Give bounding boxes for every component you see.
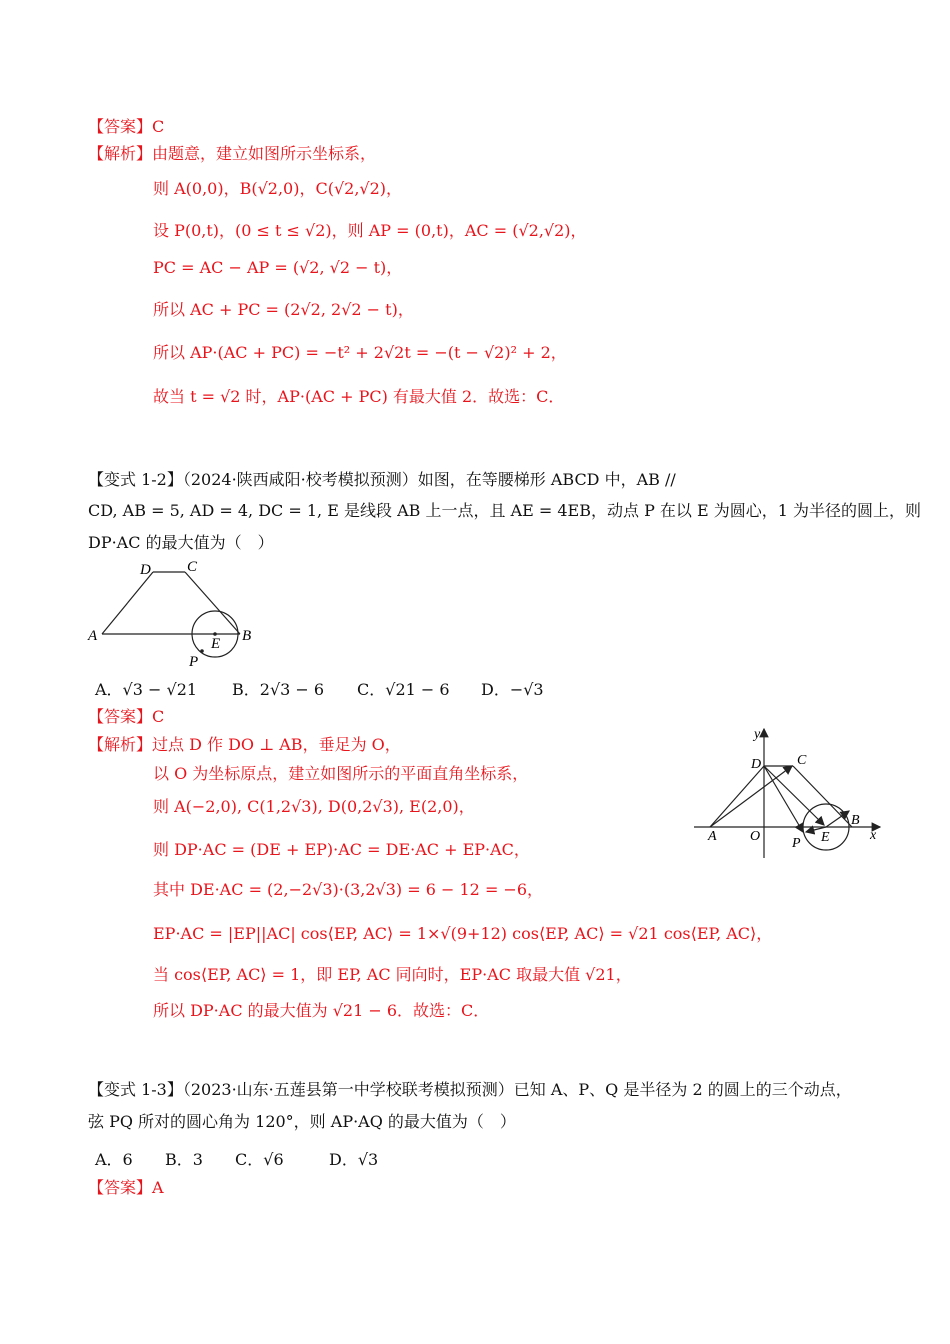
point-label: O	[750, 829, 761, 844]
answer-label-1: 【答案】C	[88, 117, 165, 136]
solution-line: 以 O 为坐标原点，建立如图所示的平面直角坐标系，	[153, 764, 529, 783]
question-text: CD, AB = 5, AD = 4, DC = 1, E 是线段 AB 上一点，且 AE = 4EB，动点 P 在以 E 为圆心，1 为半径的圆上，则	[88, 501, 922, 520]
answer-label-3: 【答案】A	[88, 1178, 164, 1197]
solution-line: 则 A(−2,0), C(1,2√3), D(0,2√3), E(2,0)，	[153, 797, 475, 816]
solution-line: 所以 AP·(AC + PC) = −t² + 2√2t = −(t − √2)² + 2，	[153, 343, 567, 362]
solution-line: 所以 AC + PC = (2√2, 2√2 − t)，	[153, 300, 414, 319]
vertex-label: P	[189, 654, 199, 670]
option-a[interactable]: A．√3 − √21	[95, 680, 198, 699]
solution-line: 则 A(0,0)，B(√2,0)，C(√2,√2)，	[153, 179, 403, 198]
solution-line: 则 DP·AC = (DE + EP)·AC = DE·AC + EP·AC，	[153, 840, 530, 859]
coordinate-figure	[690, 724, 890, 864]
question-title-1-2: 【变式 1-2】（2024·陕西咸阳·校考模拟预测）如图，在等腰梯形 ABCD 中，AB //	[88, 470, 676, 489]
solution-line: 设 P(0,t)，(0 ≤ t ≤ √2)，则 AP = (0,t)，AC = (√2,√2)，	[153, 221, 587, 240]
solution-line: EP·AC = |EP||AC| cos⟨EP, AC⟩ = 1×√(9+12) cos⟨EP, AC⟩ = √21 cos⟨EP, AC⟩，	[153, 924, 773, 943]
vertex-label: A	[88, 628, 98, 644]
analysis-heading-1: 【解析】由题意，建立如图所示坐标系，	[88, 144, 377, 163]
point-label: B	[851, 813, 860, 828]
axis-label: y	[754, 727, 761, 742]
option-b[interactable]: B．3	[165, 1150, 203, 1169]
point-label: A	[708, 829, 717, 844]
vertex-label: C	[187, 559, 198, 575]
answer-label-2: 【答案】C	[88, 707, 165, 726]
question-text: 弦 PQ 所对的圆心角为 120°，则 AP·AQ 的最大值为（ ）	[88, 1112, 516, 1131]
point-label: C	[797, 753, 807, 768]
option-b[interactable]: B．2√3 − 6	[232, 680, 325, 699]
point-label: P	[792, 836, 801, 851]
vertex-label: B	[242, 628, 252, 644]
point-label: D	[751, 757, 762, 772]
analysis-heading-2: 【解析】过点 D 作 DO ⊥ AB，垂足为 O，	[88, 735, 401, 754]
solution-line: 其中 DE·AC = (2,−2√3)·(3,2√3) = 6 − 12 = −6，	[153, 880, 544, 899]
option-c[interactable]: C．√21 − 6	[357, 680, 450, 699]
option-a[interactable]: A．6	[95, 1150, 133, 1169]
vertex-label: D	[140, 562, 151, 578]
solution-line: 当 cos⟨EP, AC⟩ = 1，即 EP, AC 同向时，EP·AC 取最大值 √21，	[153, 965, 632, 984]
trapezoid-figure	[85, 556, 265, 671]
question-text: DP·AC 的最大值为（ ）	[88, 533, 274, 552]
solution-line: 所以 DP·AC 的最大值为 √21 − 6．故选：C．	[153, 1001, 490, 1020]
axis-label: x	[870, 828, 877, 843]
option-d[interactable]: D．√3	[329, 1150, 379, 1169]
point-label: E	[821, 830, 830, 845]
solution-line: PC = AC − AP = (√2, √2 − t)，	[153, 258, 403, 277]
option-d[interactable]: D．−√3	[481, 680, 544, 699]
question-title-1-3: 【变式 1-3】（2023·山东·五莲县第一中学校联考模拟预测）已知 A、P、Q 是半径为 2 的圆上的三个动点，	[88, 1080, 852, 1099]
vertex-label: E	[211, 636, 221, 652]
option-c[interactable]: C．√6	[235, 1150, 284, 1169]
solution-line: 故当 t = √2 时，AP·(AC + PC) 有最大值 2．故选：C．	[153, 387, 565, 406]
